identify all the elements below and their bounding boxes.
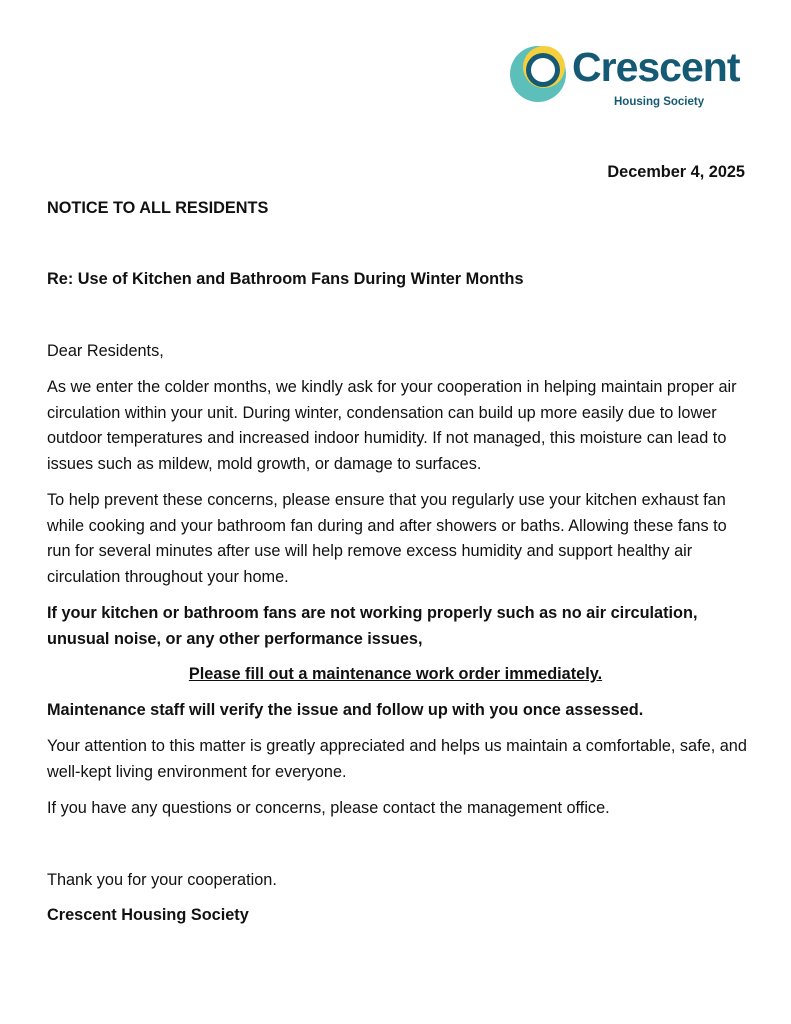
paragraph-winter-condensation: As we enter the colder months, we kindly ask for your cooperation in helping maintain proper air circulation within your unit. During winter, condensation can build up more easily due to lower outdoor temperatures and increased indoor humidity. If not managed, this moisture can lead to issues such as mildew, mold growth, or damage to surfaces. bbox=[47, 378, 737, 473]
paragraph-contact: If you have any questions or concerns, please contact the management office. bbox=[47, 799, 610, 817]
paragraph-appreciation: Your attention to this matter is greatly appreciated and helps us maintain a comfortable, safe, and well-kept living environment for everyone. bbox=[47, 737, 747, 781]
salutation: Dear Residents, bbox=[47, 342, 164, 360]
signature: Crescent Housing Society bbox=[47, 906, 249, 924]
subject-line: Re: Use of Kitchen and Bathroom Fans During Winter Months bbox=[47, 270, 524, 288]
paragraph-fan-issues: If your kitchen or bathroom fans are not working properly such as no air circulation, unusual noise, or any other performance issues, bbox=[47, 604, 698, 648]
closing-line: Thank you for your cooperation. bbox=[47, 871, 277, 889]
letter-date: December 4, 2025 bbox=[607, 163, 745, 181]
crescent-logo bbox=[508, 44, 748, 114]
maintenance-followup: Maintenance staff will verify the issue and follow up with you once assessed. bbox=[47, 701, 644, 719]
crescent-logo-icon bbox=[508, 44, 570, 106]
paragraph-fan-usage: To help prevent these concerns, please ensure that you regularly use your kitchen exhaust fan while cooking and your bathroom fan during and after showers or baths. Allowing these fans to run for several minutes after use will help remove excess humidity and support healthy air circulation throughout your home. bbox=[47, 491, 727, 586]
logo-subtitle: Housing Society bbox=[614, 96, 705, 108]
notice-heading: NOTICE TO ALL RESIDENTS bbox=[47, 199, 269, 217]
logo-wordmark: Crescent bbox=[572, 44, 740, 90]
work-order-instruction: Please fill out a maintenance work order immediately. bbox=[188, 665, 603, 683]
